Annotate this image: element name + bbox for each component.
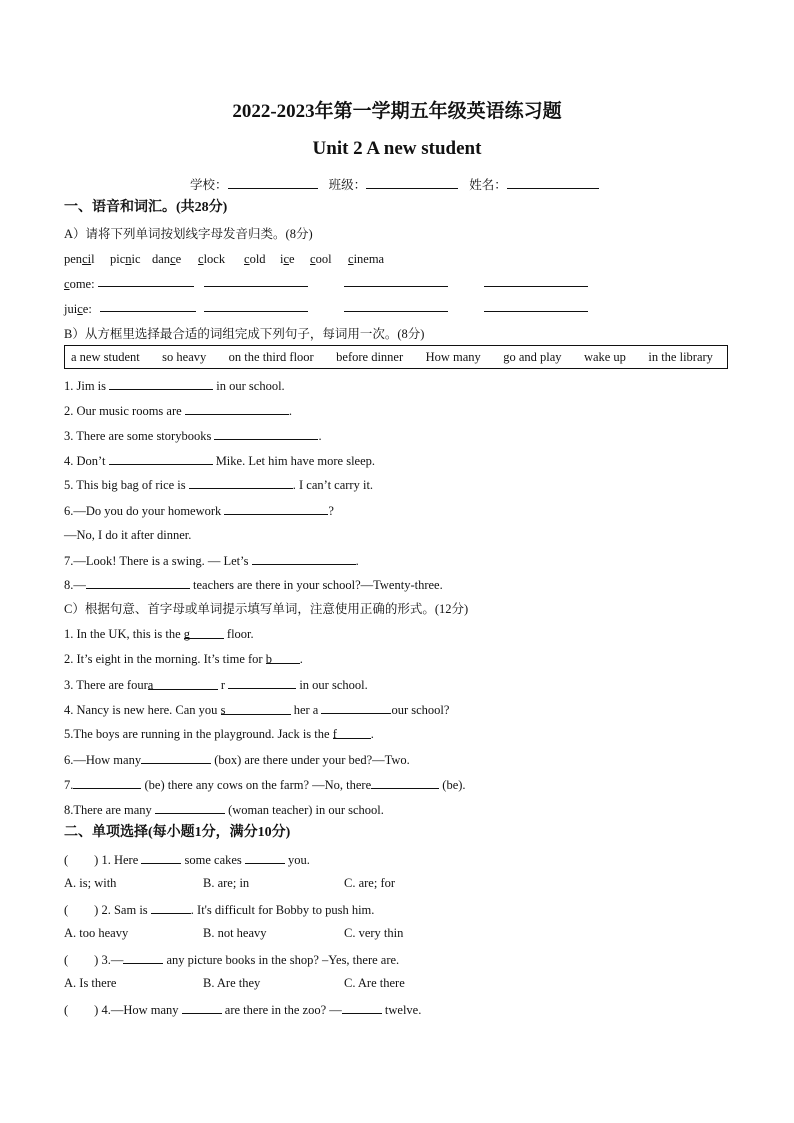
- phrase-7: wake up: [583, 349, 626, 364]
- answer-blank: [151, 901, 191, 914]
- mc-question-3: ( ) 3.— any picture books in the shop? –Yes, there are.: [64, 953, 400, 967]
- word-6: ice: [280, 252, 295, 266]
- row-label-come: come:: [64, 277, 95, 291]
- phrase-8: in the library: [648, 349, 713, 364]
- school-blank[interactable]: [228, 176, 318, 189]
- answer-blank[interactable]: [185, 402, 289, 415]
- phrase-6: go and play: [503, 349, 562, 364]
- answer-blank[interactable]: g: [184, 626, 224, 639]
- partA-row-come: [64, 276, 95, 292]
- student-info-row: [190, 176, 599, 193]
- answer-blank[interactable]: [155, 801, 225, 814]
- mc1-option-c[interactable]: C. are; for: [344, 876, 396, 890]
- answer-blank[interactable]: [228, 676, 296, 689]
- phrase-1: a new student: [71, 349, 140, 364]
- answer-blank[interactable]: [86, 576, 190, 589]
- partC-question-4: 4. Nancy is new here. Can you s her a our school?: [64, 703, 450, 717]
- mc3-option-a[interactable]: A. Is there: [64, 976, 117, 990]
- answer-blank[interactable]: a: [148, 677, 218, 690]
- answer-blank[interactable]: b: [266, 651, 300, 664]
- partC-question-1: 1. In the UK, this is the g floor.: [64, 627, 254, 641]
- partB-question-5: 5. This big bag of rice is . I can’t carry it.: [64, 478, 374, 492]
- partA-instruction: A）请将下列单词按划线字母发音归类。(8分): [64, 227, 313, 241]
- mc-question-1: ( ) 1. Here some cakes you.: [64, 853, 310, 867]
- answer-blank: [245, 851, 285, 864]
- come-blank-2[interactable]: [204, 274, 308, 287]
- mc-question-4: ( ) 4.—How many are there in the zoo? — twelve.: [64, 1003, 422, 1017]
- partB-question-8: 8.— teachers are there in your school?—Twenty-three.: [64, 578, 443, 592]
- partC-question-3: 3. There are foura r in our school.: [64, 678, 368, 692]
- answer-blank[interactable]: [109, 452, 213, 465]
- partA-word-list: [64, 251, 384, 267]
- page-subtitle: Unit 2 A new student: [312, 138, 482, 159]
- answer-blank: [141, 851, 181, 864]
- answer-blank: [342, 1001, 382, 1014]
- partB-question-2: 2. Our music rooms are .: [64, 404, 292, 418]
- partC-question-2: 2. It’s eight in the morning. It’s time for b .: [64, 652, 303, 666]
- phrase-4: before dinner: [336, 349, 404, 364]
- mc-question-2: ( ) 2. Sam is . It's difficult for Bobby to push him.: [64, 903, 375, 917]
- row-label-juice: juice:: [64, 302, 92, 316]
- answer-blank[interactable]: [189, 476, 293, 489]
- answer-blank[interactable]: [224, 502, 328, 515]
- page-title: 2022-2023年第一学期五年级英语练习题: [232, 101, 562, 122]
- word-7: cool: [310, 252, 332, 266]
- answer-blank[interactable]: f: [333, 726, 371, 739]
- phrase-2: so heavy: [162, 349, 207, 364]
- juice-blank-3[interactable]: [344, 299, 448, 312]
- phrase-box: [64, 345, 728, 369]
- partB-question-6-reply: —No, I do it after dinner.: [64, 528, 192, 542]
- partB-instruction: B）从方框里选择最合适的词组完成下列句子，每词用一次。(8分): [64, 327, 425, 341]
- come-blank-3[interactable]: [344, 274, 448, 287]
- mc1-option-b[interactable]: B. are; in: [203, 876, 250, 890]
- answer-blank[interactable]: [252, 552, 356, 565]
- phrase-3: on the third floor: [228, 349, 314, 364]
- answer-blank[interactable]: s: [221, 702, 291, 715]
- juice-blank-4[interactable]: [484, 299, 588, 312]
- mc2-option-c[interactable]: C. very thin: [344, 926, 404, 940]
- name-label: 姓名：: [469, 178, 507, 192]
- section1-heading: 一、语音和词汇。(共28分): [64, 200, 228, 215]
- answer-blank: [182, 1001, 222, 1014]
- mc3-option-c[interactable]: C. Are there: [344, 976, 405, 990]
- answer-blank[interactable]: [371, 776, 439, 789]
- word-4: clock: [198, 252, 226, 266]
- word-1: pencil: [64, 252, 95, 266]
- word-5: cold: [244, 252, 266, 266]
- word-8: cinema: [348, 252, 385, 266]
- come-blank-4[interactable]: [484, 274, 588, 287]
- partC-question-7: 7. (be) there any cows on the farm? —No, there (be).: [64, 778, 466, 792]
- answer-blank: [123, 951, 163, 964]
- answer-blank[interactable]: [214, 427, 318, 440]
- come-blank-1[interactable]: [98, 274, 194, 287]
- answer-blank[interactable]: [73, 776, 141, 789]
- partA-row-juice: [64, 301, 92, 317]
- partB-question-7: 7.—Look! There is a swing. — Let’s .: [64, 554, 359, 568]
- phrase-5: How many: [425, 349, 481, 364]
- mc1-option-a[interactable]: A. is; with: [64, 876, 117, 890]
- mc2-option-b[interactable]: B. not heavy: [203, 926, 267, 940]
- juice-blank-2[interactable]: [204, 299, 308, 312]
- answer-blank[interactable]: [321, 701, 391, 714]
- partB-question-4: 4. Don’t Mike. Let him have more sleep.: [64, 454, 376, 468]
- mc2-option-a[interactable]: A. too heavy: [64, 926, 129, 940]
- word-2: picnic: [110, 252, 141, 266]
- juice-blank-1[interactable]: [100, 299, 196, 312]
- mc3-option-b[interactable]: B. Are they: [203, 976, 261, 990]
- partC-instruction: C）根据句意、首字母或单词提示填写单词，注意使用正确的形式。(12分): [64, 602, 469, 616]
- answer-blank[interactable]: [109, 377, 213, 390]
- partC-question-5: 5.The boys are running in the playground. Jack is the f .: [64, 727, 374, 741]
- answer-blank[interactable]: [141, 751, 211, 764]
- partC-question-6: 6.—How many (box) are there under your bed?—Two.: [64, 753, 410, 767]
- partB-question-1: 1. Jim is in our school.: [64, 379, 285, 393]
- section2-heading: 二、单项选择(每小题1分，满分10分): [64, 825, 291, 840]
- partB-question-3: 3. There are some storybooks .: [64, 429, 322, 443]
- school-label: 学校：: [190, 178, 228, 192]
- name-blank[interactable]: [507, 176, 599, 189]
- class-label: 班级：: [328, 178, 367, 192]
- class-blank[interactable]: [366, 176, 458, 189]
- partC-question-8: 8.There are many (woman teacher) in our school.: [64, 803, 384, 817]
- word-3: dance: [152, 252, 182, 266]
- partB-question-6: 6.—Do you do your homework ?: [64, 504, 334, 518]
